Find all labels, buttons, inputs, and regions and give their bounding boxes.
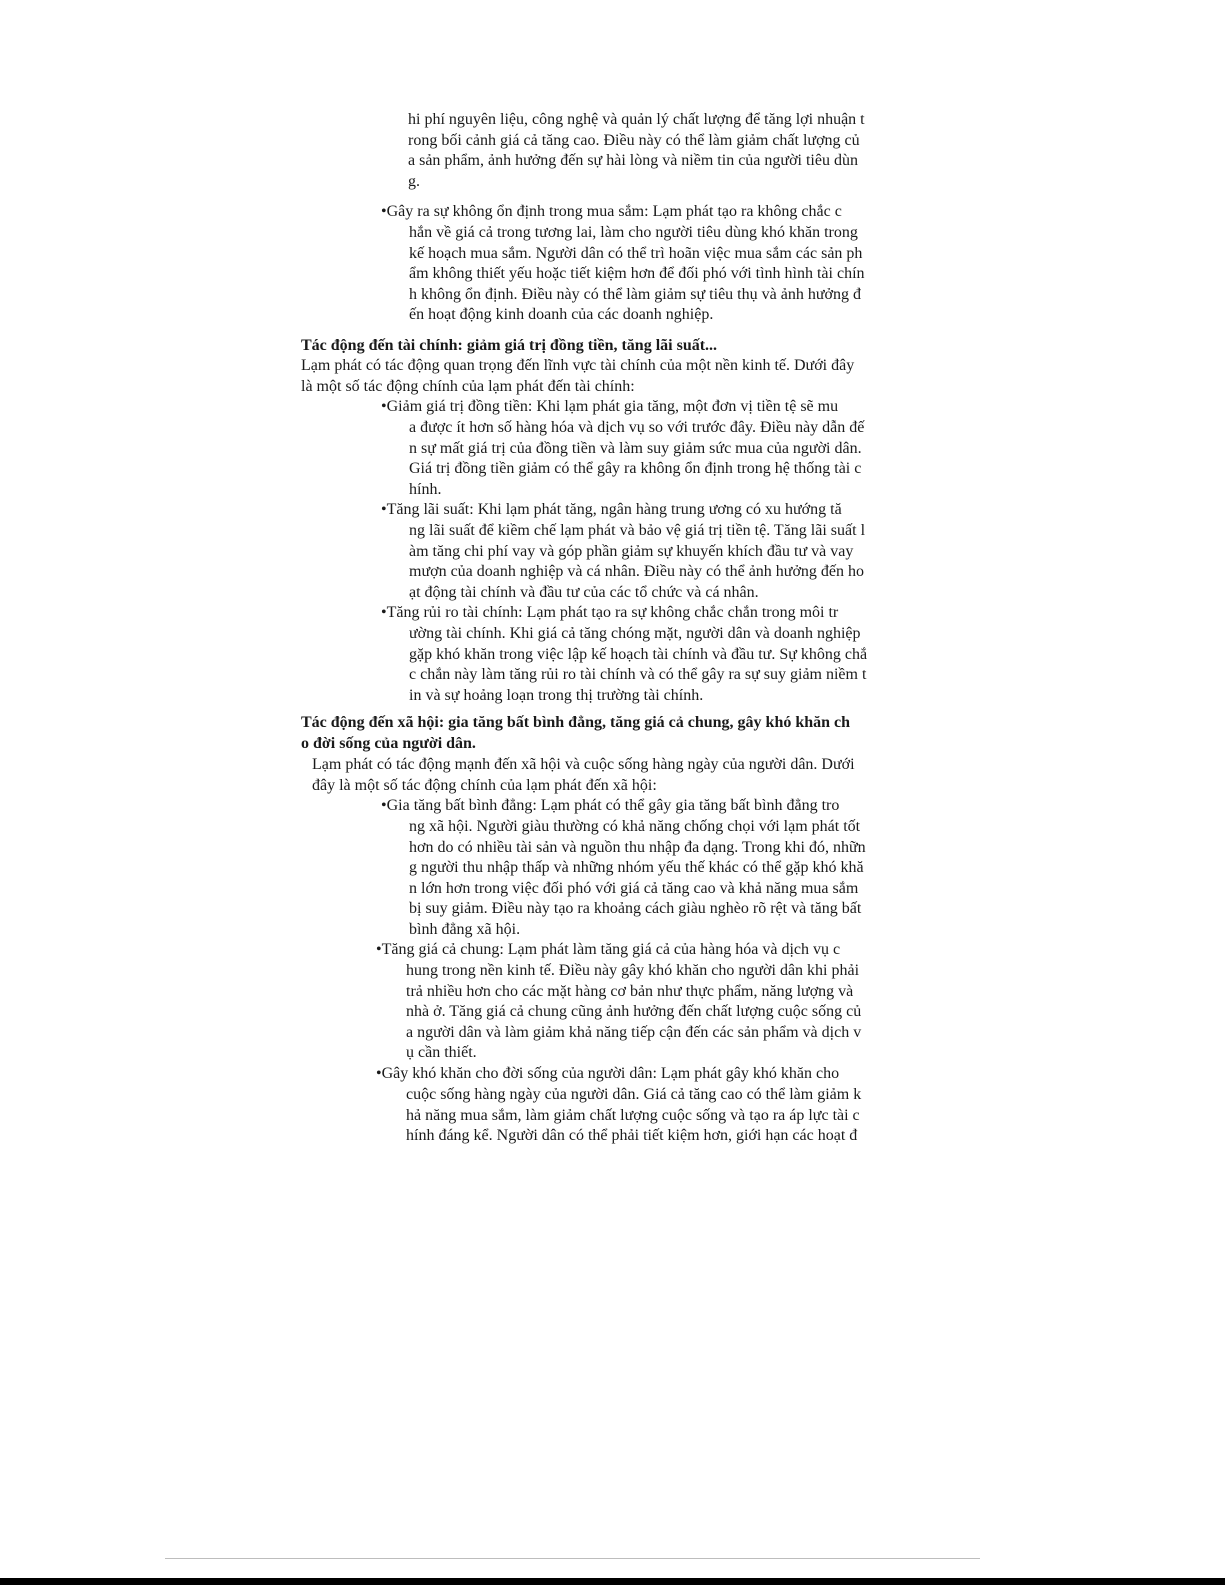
heading-line: o đời sống của người dân. bbox=[301, 734, 476, 752]
text-line: h không ổn định. Điều này có thể làm giảm sự tiêu thụ và ảnh hưởng đ bbox=[409, 285, 861, 303]
list-item-inequality bbox=[381, 796, 839, 817]
text-line: Lạm phát có tác động mạnh đến xã hội và cuộc sống hàng ngày của người dân. Dưới bbox=[312, 756, 855, 773]
text-line: ạt động tài chính và đầu tư của các tổ chức và cá nhân. bbox=[409, 583, 759, 601]
list-item-general-prices-body bbox=[406, 961, 861, 1064]
list-item-financial-risk-body bbox=[409, 624, 867, 706]
text-line: Giá trị đồng tiền giảm có thể gây ra không ổn định trong hệ thống tài c bbox=[409, 460, 862, 478]
list-item-unstable-shopping-body bbox=[409, 223, 865, 326]
text-line: c chắn này làm tăng rủi ro tài chính và có thể gây ra sự suy giảm niềm t bbox=[409, 666, 867, 684]
finance-heading bbox=[301, 336, 717, 357]
text-line: ụ cần thiết. bbox=[406, 1044, 477, 1062]
bullet-first-line: •Tăng giá cả chung: Lạm phát làm tăng giá cả của hàng hóa và dịch vụ c bbox=[376, 941, 841, 958]
text-line: g. bbox=[408, 172, 420, 190]
text-line: hính. bbox=[409, 480, 442, 498]
text-line: a người dân và làm giảm khả năng tiếp cận đến các sản phẩm và dịch v bbox=[406, 1023, 862, 1041]
list-item-living-hardship bbox=[376, 1064, 839, 1085]
text-line: ẩm không thiết yếu hoặc tiết kiệm hơn để đối phó với tình hình tài chín bbox=[409, 265, 865, 283]
bullet-first-line: •Tăng rủi ro tài chính: Lạm phát tạo ra sự không chắc chắn trong môi tr bbox=[381, 604, 839, 621]
text-line: ng lãi suất để kiềm chế lạm phát và bảo vệ giá trị tiền tệ. Tăng lãi suất l bbox=[409, 522, 866, 539]
text-line: mượn của doanh nghiệp và cá nhân. Điều này có thể ảnh hưởng đến ho bbox=[409, 563, 865, 581]
list-item-financial-risk bbox=[381, 603, 838, 624]
list-item-inequality-body bbox=[409, 817, 866, 941]
bullet-first-line: •Gây ra sự không ổn định trong mua sắm: Lạm phát tạo ra không chắc c bbox=[381, 203, 842, 220]
text-line: hi phí nguyên liệu, công nghệ và quản lý chất lượng để tăng lợi nhuận t bbox=[408, 111, 865, 128]
list-item-currency-devaluation-body bbox=[409, 418, 864, 500]
list-item-currency-devaluation bbox=[381, 397, 838, 418]
list-item-unstable-shopping bbox=[381, 202, 842, 223]
text-line: àm tăng chi phí vay và góp phần giảm sự khuyến khích đầu tư và vay bbox=[409, 542, 854, 560]
list-item-living-hardship-body bbox=[406, 1085, 861, 1147]
bullet-first-line: •Gia tăng bất bình đẳng: Lạm phát có thể gây gia tăng bất bình đẳng tro bbox=[381, 797, 840, 814]
list-item-general-prices bbox=[376, 940, 840, 961]
text-line: hính đáng kể. Người dân có thể phải tiết kiệm hơn, giới hạn các hoạt đ bbox=[406, 1127, 858, 1145]
list-item-interest-rate bbox=[381, 500, 842, 521]
text-line: n lớn hơn trong việc đối phó với giá cả tăng cao và khả năng mua sắm bbox=[409, 879, 859, 897]
text-line: kế hoạch mua sắm. Người dân có thể trì hoãn việc mua sắm các sản ph bbox=[409, 244, 863, 262]
text-line: hả năng mua sắm, làm giảm chất lượng cuộc sống và tạo ra áp lực tài c bbox=[406, 1106, 860, 1124]
text-line: bị suy giảm. Điều này tạo ra khoảng cách giàu nghèo rõ rệt và tăng bất bbox=[409, 900, 862, 918]
text-line: gặp khó khăn trong việc lập kế hoạch tài chính và đầu tư. Sự không chắ bbox=[409, 645, 868, 663]
society-heading bbox=[301, 713, 850, 754]
text-line: n sự mất giá trị của đồng tiền và làm suy giảm sức mua của người dân. bbox=[409, 439, 862, 457]
heading-line: Tác động đến tài chính: giảm giá trị đồng tiền, tăng lãi suất... bbox=[301, 337, 718, 354]
text-line: hơn do có nhiều tài sản và nguồn thu nhập đa dạng. Trong khi đó, nhữn bbox=[409, 838, 866, 856]
society-intro bbox=[312, 755, 855, 796]
text-line: trả nhiều hơn cho các mặt hàng cơ bản như thực phẩm, năng lượng và bbox=[406, 982, 854, 1000]
text-line: là một số tác động chính của lạm phát đến tài chính: bbox=[301, 377, 635, 395]
text-line: g người thu nhập thấp và những nhóm yếu thế khác có thể gặp khó khă bbox=[409, 859, 864, 877]
text-line: đây là một số tác động chính của lạm phát đến xã hội: bbox=[312, 776, 657, 794]
finance-intro bbox=[301, 356, 854, 397]
text-line: nhà ở. Tăng giá cả chung cũng ảnh hưởng đến chất lượng cuộc sống củ bbox=[406, 1003, 862, 1021]
text-line: ng xã hội. Người giàu thường có khả năng chống chọi với lạm phát tốt bbox=[409, 818, 861, 835]
text-line: rong bối cảnh giá cả tăng cao. Điều này có thể làm giảm chất lượng củ bbox=[408, 131, 860, 149]
bullet-first-line: •Giảm giá trị đồng tiền: Khi lạm phát gia tăng, một đơn vị tiền tệ sẽ mu bbox=[381, 398, 839, 415]
text-line: a được ít hơn số hàng hóa và dịch vụ so với trước đây. Điều này dẫn đế bbox=[409, 419, 865, 436]
list-item-interest-rate-body bbox=[409, 521, 865, 603]
text-line: Lạm phát có tác động quan trọng đến lĩnh vực tài chính của một nền kinh tế. Dưới đây bbox=[301, 357, 855, 374]
text-line: cuộc sống hàng ngày của người dân. Giá cả tăng cao có thể làm giảm k bbox=[406, 1086, 862, 1103]
text-line: ến hoạt động kinh doanh của các doanh nghiệp. bbox=[409, 306, 714, 324]
text-line: hắn về giá cả trong tương lai, làm cho người tiêu dùng khó khăn trong bbox=[409, 224, 858, 241]
page-divider bbox=[165, 1558, 980, 1559]
text-line: hung trong nền kinh tế. Điều này gây khó khăn cho người dân khi phải bbox=[406, 962, 860, 979]
text-line: in và sự hoảng loạn trong thị trường tài chính. bbox=[409, 686, 704, 704]
bullet-first-line: •Gây khó khăn cho đời sống của người dân: Lạm phát gây khó khăn cho bbox=[376, 1065, 840, 1082]
bullet-first-line: •Tăng lãi suất: Khi lạm phát tăng, ngân hàng trung ương có xu hướng tă bbox=[381, 501, 842, 518]
text-line: a sản phẩm, ảnh hưởng đến sự hài lòng và niềm tin của người tiêu dùn bbox=[408, 152, 858, 170]
text-line: bình đẳng xã hội. bbox=[409, 920, 521, 938]
text-line: ường tài chính. Khi giá cả tăng chóng mặt, người dân và doanh nghiệp bbox=[409, 625, 861, 642]
continuation-paragraph bbox=[408, 110, 865, 192]
heading-line: Tác động đến xã hội: gia tăng bất bình đẳng, tăng giá cả chung, gây khó khăn ch bbox=[301, 714, 851, 731]
bottom-edge-bar bbox=[0, 1578, 1225, 1585]
